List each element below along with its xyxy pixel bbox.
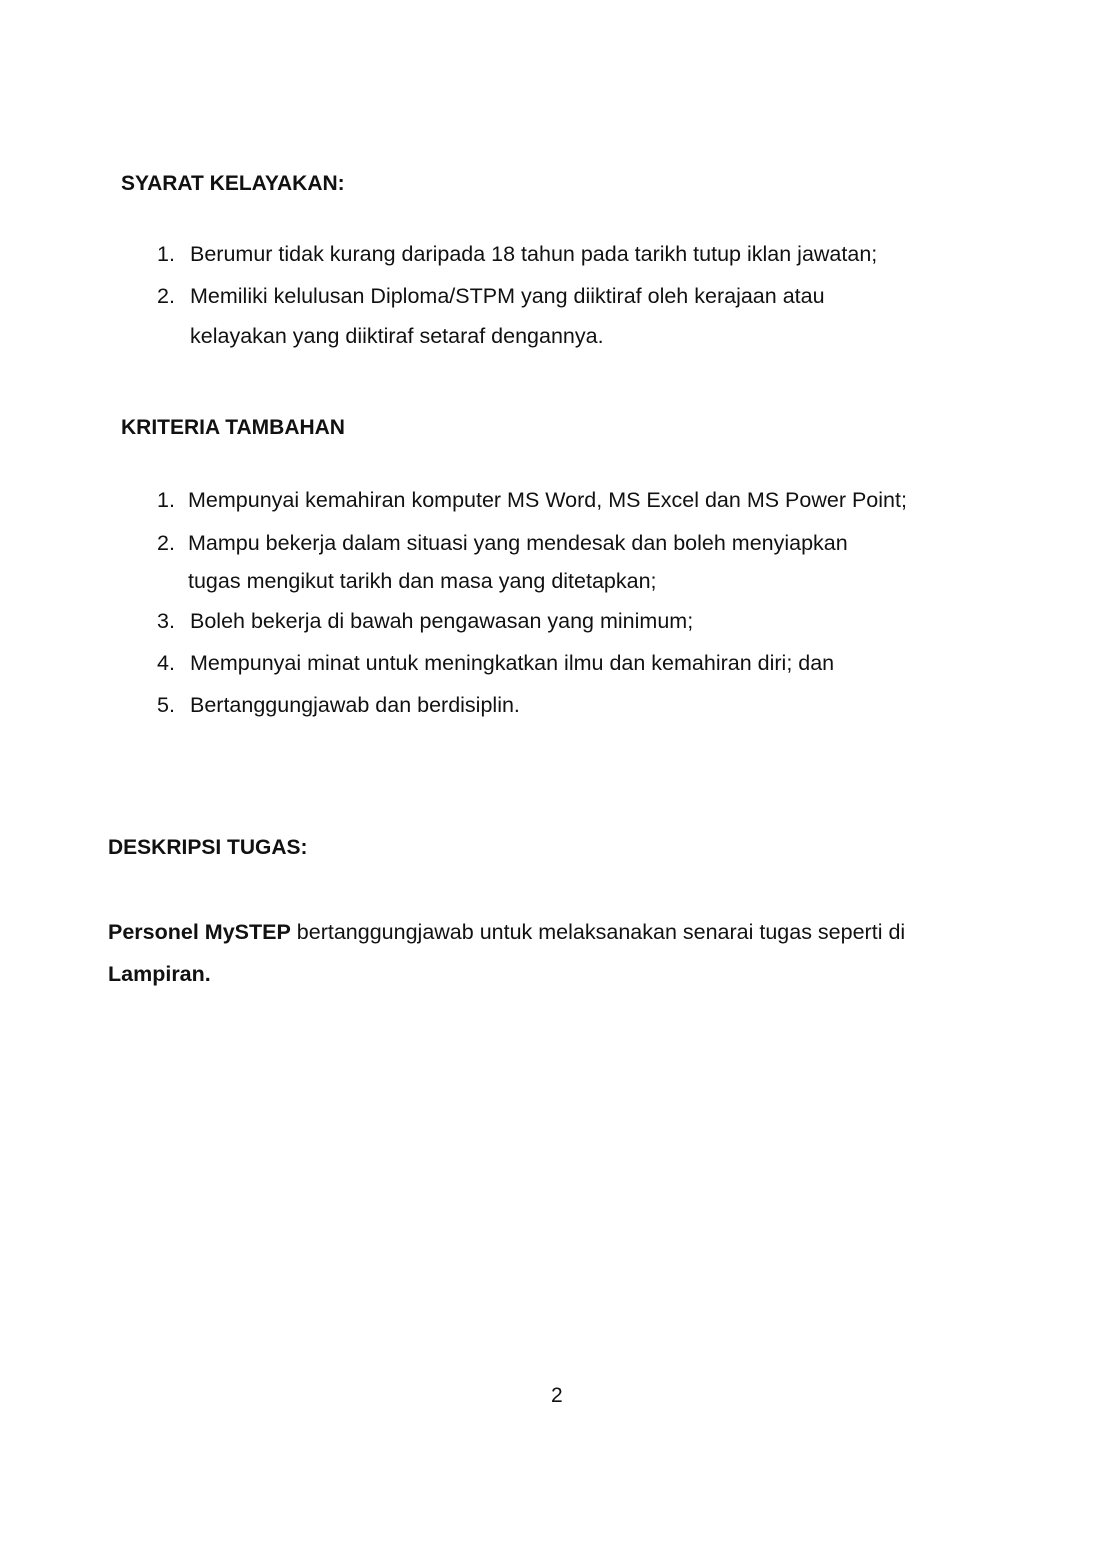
bold-term-personel-mystep: Personel MySTEP (108, 920, 291, 944)
list-number: 2. (157, 284, 175, 308)
list-text: Boleh bekerja di bawah pengawasan yang minimum; (190, 609, 694, 633)
list-number: 2. (157, 531, 175, 555)
list-text: Berumur tidak kurang daripada 18 tahun pada tarikh tutup iklan jawatan; (190, 242, 878, 266)
list-text-continued: tugas mengikut tarikh dan masa yang ditetapkan; (188, 569, 657, 593)
description-paragraph-continued (108, 962, 211, 987)
list-number: 5. (157, 693, 175, 717)
list-text: Mampu bekerja dalam situasi yang mendesak dan boleh menyiapkan (188, 531, 848, 555)
list-text-continued: kelayakan yang diiktiraf setaraf dengannya. (190, 324, 604, 348)
list-number: 4. (157, 651, 175, 675)
list-text: Memiliki kelulusan Diploma/STPM yang diiktiraf oleh kerajaan atau (190, 284, 825, 308)
list-number: 1. (157, 242, 175, 266)
section-heading-deskripsi-tugas: DESKRIPSI TUGAS: (108, 836, 308, 859)
list-number: 3. (157, 609, 175, 633)
description-paragraph (108, 920, 905, 945)
page-number: 2 (551, 1384, 563, 1407)
paragraph-text: bertanggungjawab untuk melaksanakan senarai tugas seperti di (290, 920, 906, 944)
bold-term-lampiran: Lampiran. (108, 962, 211, 986)
section-heading-kriteria-tambahan: KRITERIA TAMBAHAN (121, 416, 345, 439)
list-text: Mempunyai minat untuk meningkatkan ilmu dan kemahiran diri; dan (190, 651, 835, 675)
list-text: Bertanggungjawab dan berdisiplin. (190, 693, 520, 717)
section-heading-syarat-kelayakan: SYARAT KELAYAKAN: (121, 172, 345, 195)
list-number: 1. (157, 488, 175, 512)
list-text: Mempunyai kemahiran komputer MS Word, MS Excel dan MS Power Point; (188, 488, 907, 512)
